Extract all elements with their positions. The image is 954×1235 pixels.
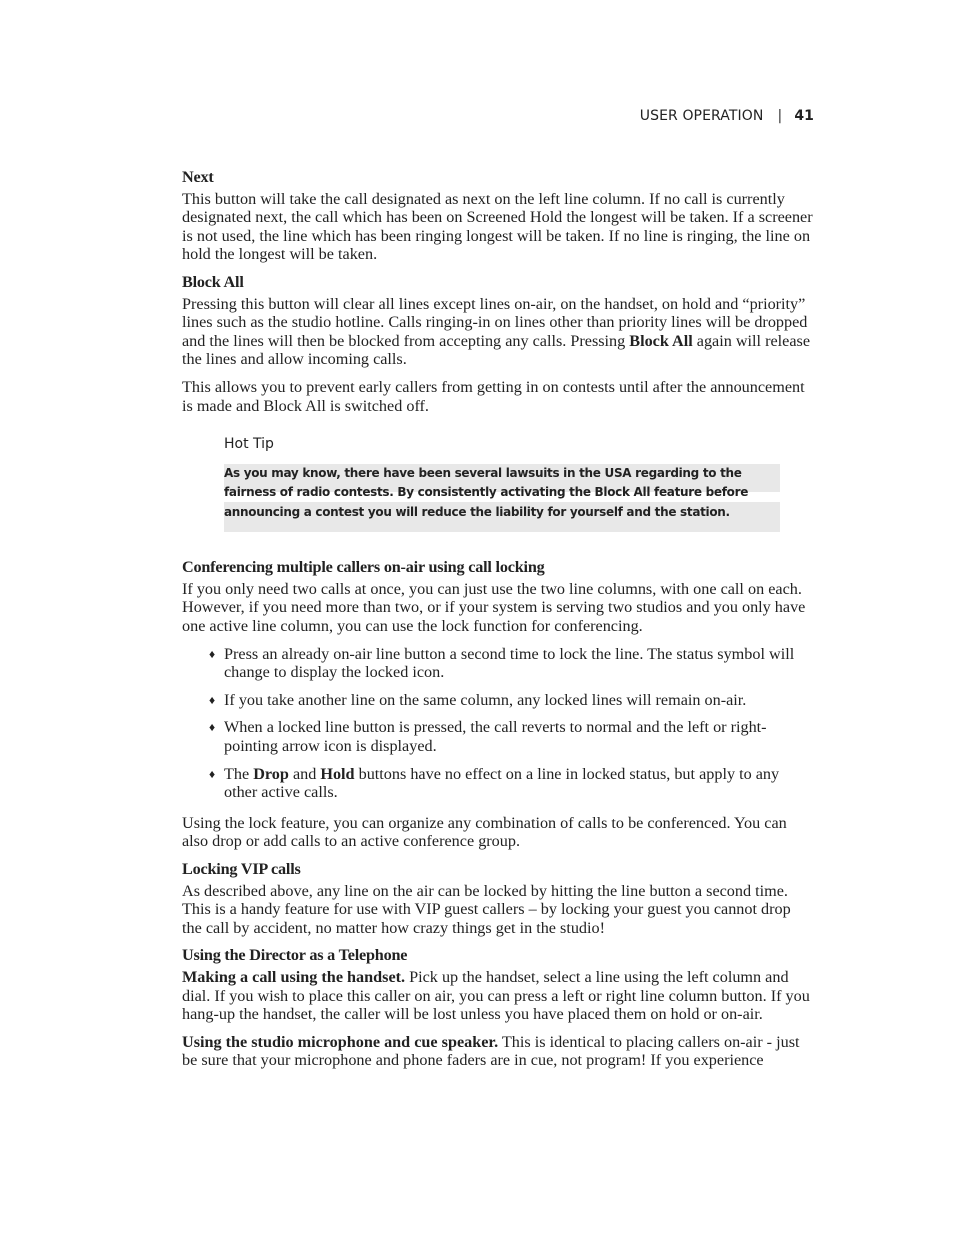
heading-block-all: Block All [182,272,244,291]
text-run: and [288,764,321,783]
list-item [209,764,814,802]
list-item-text: If you take another line on the same column, any locked lines will remain on-air. [224,690,747,709]
text-run: again will release the lines and allow incoming calls. [182,331,811,369]
text-run: The [224,764,254,783]
paragraph-microphone [182,1033,814,1070]
list-item [209,644,814,682]
paragraph-block-all-2: This allows you to prevent early callers from getting in on contests until after the announcement is made and Block All is switched off. [182,377,805,415]
page-number: 41 [794,108,814,124]
bold-term-hold: Hold [320,764,355,783]
bold-term-drop: Drop [253,764,289,783]
heading-conferencing: Conferencing multiple callers on-air using call locking [182,558,545,577]
heading-next: Next [182,168,214,186]
run-in-heading-microphone: Using the studio microphone and cue speaker. [182,1032,499,1051]
list-item [209,718,814,755]
hot-tip-body: As you may know, there have been several lawsuits in the USA regarding to the fairness of radio contests. By consistently activating the Block All feature before announcing a contest you will reduce the liability for yourself and the station. [224,464,780,533]
bold-term-block-all: Block All [629,331,693,350]
diamond-bullet-icon: ♦ [209,692,216,707]
diamond-bullet-icon: ♦ [209,646,216,661]
text-run: This is identical to placing callers on-air - just be sure that your microphone and phone faders are in cue, not program! If you experience [182,1032,800,1070]
run-in-heading-handset: Making a call using the handset. [182,967,406,986]
running-header [640,108,814,124]
heading-vip: Locking VIP calls [182,859,301,878]
paragraph-vip: As described above, any line on the air can be locked by hitting the line button a second time. This is a handy feature for use with VIP guest callers – by locking your guest you cannot drop the call by accident, no matter how crazy things get in the studio! [182,881,791,937]
paragraph-conferencing-intro: If you only need two calls at once, you can just use the two line columns, with one call on each. However, if you need more than two, or if your system is serving two studios and you only have one active line column, you can use the lock function for conferencing. [182,579,806,635]
list-item-text: Press an already on-air line button a second time to lock the line. The status symbol will change to display the locked icon. [224,644,795,682]
text-run: Pressing this button will clear all lines except lines on-air, on the handset, on hold and “priority” lines such as the studio hotline. Calls ringing-in on lines other than priority lines will be dropped and the lines will then be blocked from accepting any calls. Pressing [182,294,808,350]
list-item-text: When a locked line button is pressed, the call reverts to normal and the left or right-pointing arrow icon is displayed. [224,718,767,755]
diamond-bullet-icon: ♦ [209,720,216,735]
header-section-title: USER OPERATION [639,108,764,124]
page-body [182,168,814,1079]
list-item [209,690,814,710]
diamond-bullet-icon: ♦ [209,766,216,781]
paragraph-block-all-1 [182,295,814,369]
text-run: Pick up the handset, select a line using the left column and dial. If you wish to place this caller on air, you can press a left or right line column button. If you hang-up the handset, the caller will be lost unless you have placed them on hold or on-air. [182,967,810,1024]
hot-tip-title: Hot Tip [224,436,274,453]
paragraph-next: This button will take the call designated as next on the left line column. If no call is currently designated next, the call which has been on Screened Hold the longest will be taken. If a screener is not used, the line which has been ringing longest will be taken. If no line is ringing, the line on hold the longest will be taken. [182,189,813,264]
hot-tip-callout [224,435,780,532]
heading-telephone: Using the Director as a Telephone [182,946,408,965]
paragraph-handset [182,968,814,1024]
header-separator: | [777,108,783,124]
paragraph-conferencing-outro: Using the lock feature, you can organize any combination of calls to be conferenced. You can also drop or add calls to an active conference group. [182,813,787,851]
text-run: buttons have no effect on a line in locked status, but apply to any other active calls. [224,764,780,802]
conferencing-bullet-list [182,645,814,802]
